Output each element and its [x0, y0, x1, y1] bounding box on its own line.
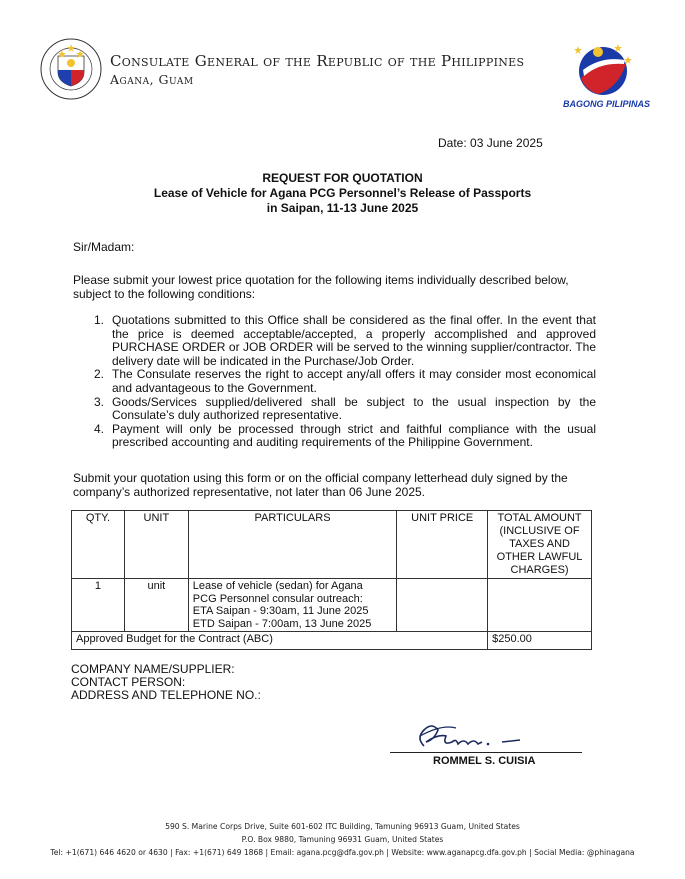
submit-line-1: Submit your quotation using this form or on the official company letterhead duly signed by the — [73, 471, 568, 485]
abc-row — [72, 632, 592, 650]
condition-number: 3. — [94, 394, 105, 409]
salutation: Sir/Madam: — [73, 240, 135, 254]
col-header-unit: UNIT — [124, 511, 188, 579]
footer-po-box: P.O. Box 9880, Tamuning 96931 Guam, United States — [241, 835, 444, 844]
rfq-title-line1: Lease of Vehicle for Agana PCG Personnel’s Release of Passports — [153, 186, 532, 200]
signatory-name: ROMMEL S. CUISIA — [433, 755, 536, 767]
submit-line-2: company’s authorized representative, not later than 06 June 2025. — [73, 485, 426, 499]
address-telephone-field-label: ADDRESS AND TELEPHONE NO.: — [71, 688, 261, 702]
condition-number: 4. — [94, 421, 105, 436]
footer-contact-info: Tel: +1(671) 646 4620 or 4630 | Fax: +1(671) 649 1868 | Email: agana.pcg@dfa.gov.ph | Website: www.aganapcg.dfa.gov.ph | Social Media: @phinagana — [50, 848, 635, 857]
particulars-line: PCG Personnel consular outreach: — [192, 592, 363, 605]
rfq-heading: REQUEST FOR QUOTATION — [262, 171, 423, 185]
particulars-line: ETD Saipan - 7:00am, 13 June 2025 — [192, 617, 372, 630]
footer-address: 590 S. Marine Corps Drive, Suite 601-602 ITC Building, Tamuning 96913 Guam, United States — [165, 822, 520, 831]
abc-label: Approved Budget for the Contract (ABC) — [72, 632, 488, 650]
intro-line-2: subject to the following conditions: — [73, 287, 256, 301]
table-row — [72, 579, 592, 632]
condition-number: 2. — [94, 367, 105, 382]
document-date: Date: 03 June 2025 — [438, 136, 543, 150]
condition-text: Goods/Services supplied/delivered shall be subject to the usual inspection by the Consulate’s duly authorized representative. — [112, 394, 596, 423]
company-name-field-label: COMPANY NAME/SUPPLIER: — [71, 662, 235, 676]
condition-number: 1. — [94, 313, 105, 327]
abc-value: $250.00 — [488, 632, 592, 650]
col-header-particulars: PARTICULARS — [188, 511, 397, 579]
col-header-total-amount: TOTAL AMOUNT (INCLUSIVE OF TAXES AND OTHER LAWFUL CHARGES) — [488, 511, 592, 579]
cell-unit-price[interactable] — [397, 579, 488, 632]
condition-text: Payment will only be processed through strict and faithful compliance with the usual prescribed accounting and auditing requirements of the Philippine Government. — [112, 421, 596, 450]
contact-person-field-label: CONTACT PERSON: — [71, 675, 186, 689]
cell-particulars — [188, 579, 397, 632]
cell-total-amount[interactable] — [488, 579, 592, 632]
quotation-table — [71, 510, 592, 650]
bagong-pilipinas-wordmark: BAGONG PILIPINAS — [563, 99, 651, 109]
consulate-title: Consulate General of the Republic of the Philippines — [110, 52, 525, 70]
consulate-seal-logo — [40, 38, 102, 100]
particulars-line: Lease of vehicle (sedan) for Agana — [192, 580, 363, 592]
cell-qty: 1 — [72, 579, 125, 632]
conditions-list — [86, 314, 596, 450]
col-header-unit-price: UNIT PRICE — [397, 511, 488, 579]
signature-line — [390, 752, 582, 753]
condition-item — [86, 396, 596, 423]
condition-item — [86, 423, 596, 450]
table-header-row — [72, 511, 592, 579]
bagong-pilipinas-logo — [568, 40, 638, 98]
condition-item — [86, 368, 596, 395]
condition-text: The Consulate reserves the right to accept any/all offers it may consider most economical and advantageous to the Government. — [112, 367, 596, 395]
intro-line-1: Please submit your lowest price quotation for the following items individually described below, — [73, 273, 569, 287]
condition-text: Quotations submitted to this Office shall be considered as the final offer. In the event that the price is deemed acceptable/accepted, a properly accomplished and approved PURCHASE ORDER or JOB ORDER will be served to the winning supplier/contractor. The delivery date will be indicated in the Purchase/Job Order. — [112, 313, 596, 368]
condition-item — [86, 314, 596, 368]
consulate-location: Agana, Guam — [110, 72, 194, 87]
rfq-title-line2: in Saipan, 11-13 June 2025 — [266, 201, 419, 215]
cell-unit: unit — [124, 579, 188, 632]
particulars-line: ETA Saipan - 9:30am, 11 June 2025 — [192, 605, 369, 617]
col-header-qty: QTY. — [72, 511, 125, 579]
handwritten-signature — [412, 716, 532, 756]
